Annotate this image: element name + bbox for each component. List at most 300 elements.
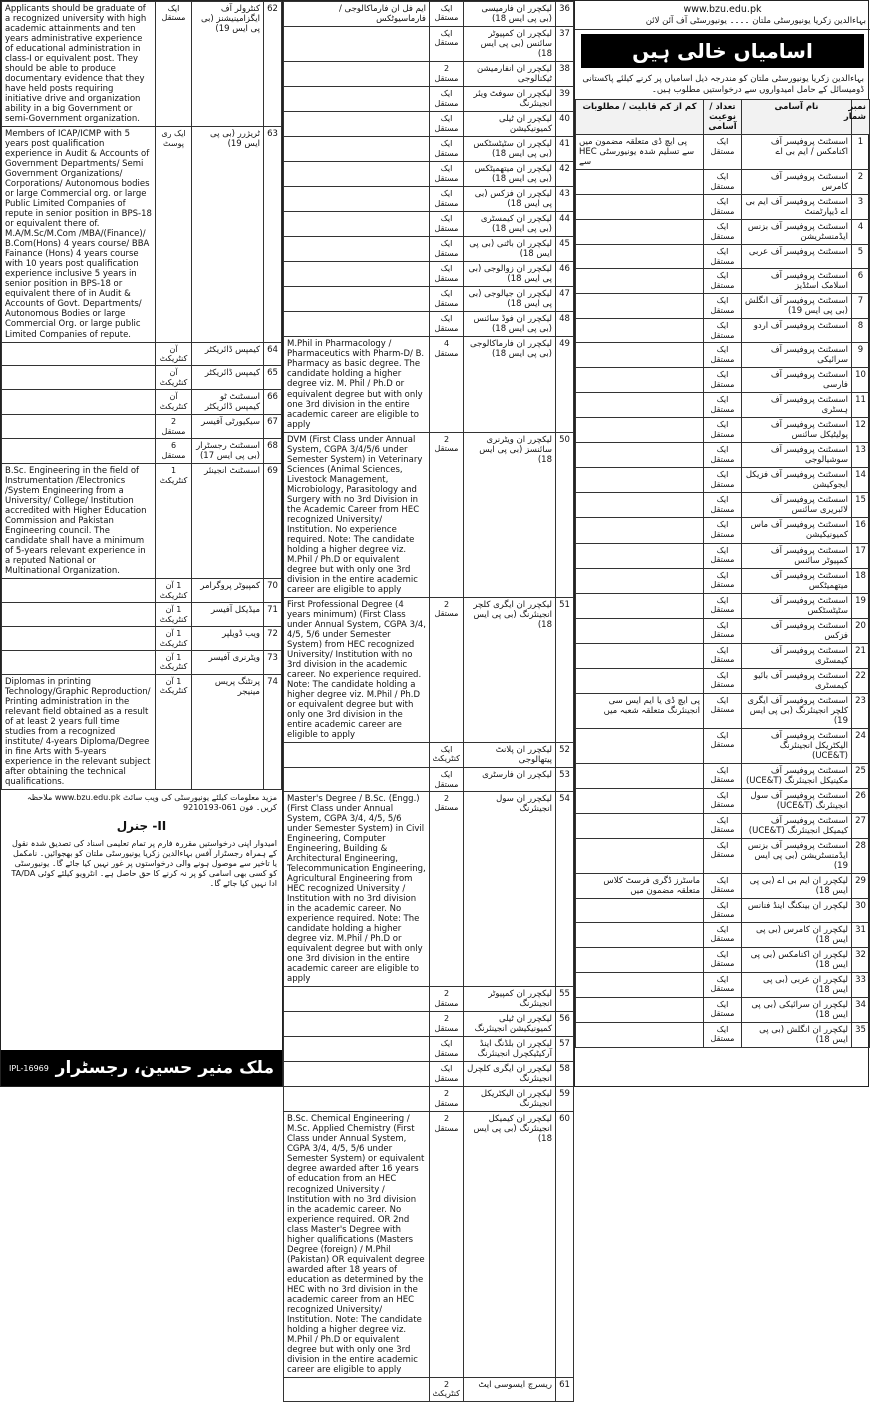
header-post: نام آسامی <box>742 100 852 135</box>
qualification <box>576 568 704 593</box>
row-number: 63 <box>264 127 282 342</box>
contact-note: مزید معلومات کیلئے یونیورسٹی کی ویب سائٹ www.bzu.edu.pk ملاحظہ کریں۔ فون 061-9210193 <box>27 793 277 813</box>
qualification <box>284 87 430 112</box>
qualification <box>284 768 430 792</box>
post-quantity: ایک مستقل <box>430 287 464 312</box>
post-quantity: ایک مستقل <box>704 972 742 997</box>
row-number: 61 <box>556 1377 574 1401</box>
table-row <box>2 627 282 651</box>
post-name: لیکچرر ان ایگری کلچرل انجینئرنگ <box>464 1062 556 1087</box>
post-quantity: ایک مستقل <box>704 788 742 813</box>
table-row <box>576 898 870 922</box>
post-name: کمپیوٹر پروگرامر <box>192 579 264 603</box>
qualification <box>284 1062 430 1087</box>
table-row <box>284 1112 574 1377</box>
table-row <box>2 390 282 415</box>
table-row <box>576 368 870 393</box>
qualification <box>576 343 704 368</box>
table-row <box>284 62 574 87</box>
post-quantity: ایک مستقل <box>704 319 742 343</box>
qualification <box>2 366 156 390</box>
middle-column <box>283 1 575 1399</box>
table-row <box>284 162 574 187</box>
table-row <box>576 220 870 245</box>
post-name: لیکچرر ان ٹیلی کمیونیکیشن انجینئرنگ <box>464 1012 556 1037</box>
row-number: 60 <box>556 1112 574 1377</box>
row-number: 69 <box>264 464 282 579</box>
row-number: 27 <box>852 813 870 838</box>
qualification: پی ایچ ڈی یا ایم ایس سی انجینئرنگ متعلقہ شعبہ میں <box>576 693 704 728</box>
qualification <box>2 342 156 366</box>
registrar-signature: ملک منیر حسین، رجسٹرار <box>55 1058 274 1078</box>
qualification <box>576 418 704 443</box>
table-row <box>284 597 574 742</box>
post-quantity: ایک مستقل <box>704 838 742 873</box>
qualification <box>576 468 704 493</box>
row-number: 38 <box>556 62 574 87</box>
row-number: 16 <box>852 518 870 543</box>
qualification <box>576 668 704 693</box>
row-number: 48 <box>556 312 574 337</box>
table-row <box>2 366 282 390</box>
post-name: اسسٹنٹ پروفیسر آف ایگری کلچر انجینئرنگ (بی پی ایس 19) <box>742 693 852 728</box>
post-name: لیکچرر ان فوڈ سائنس (بی پی ایس 18) <box>464 312 556 337</box>
qualification <box>576 393 704 418</box>
row-number: 19 <box>852 593 870 618</box>
post-quantity: ایک مستقل <box>704 393 742 418</box>
post-name: لیکچرر ان ویٹرنری سائنسز (بی پی ایس 18) <box>464 432 556 597</box>
post-quantity: ایک مستقل <box>704 693 742 728</box>
qualification <box>284 1087 430 1112</box>
row-number: 54 <box>556 791 574 986</box>
qualification <box>576 618 704 643</box>
table-row <box>284 2 574 27</box>
post-quantity: ایک مستقل <box>704 593 742 618</box>
row-number: 4 <box>852 220 870 245</box>
post-quantity: 1 آن کنٹریکٹ <box>156 651 192 675</box>
row-number: 7 <box>852 294 870 319</box>
post-name: لیکچرر ان پلانٹ پیتھالوجی <box>464 743 556 768</box>
post-quantity: ایک مستقل <box>704 1022 742 1047</box>
row-number: 32 <box>852 947 870 972</box>
post-name: اسسٹنٹ پروفیسر آف سٹیٹسٹکس <box>742 593 852 618</box>
post-name: لیکچرر ان سوفٹ ویئر انجینئرنگ <box>464 87 556 112</box>
row-number: 15 <box>852 493 870 518</box>
general-instructions: امیدوار اپنی درخواستیں مقررہ فارم پر تمام تعلیمی اسناد کی تصدیق شدہ نقول کے ہمراہ رجسٹرار آفس بہاءالدین زکریا یونیورسٹی ملتان کو بھجوائیں۔ نامکمل یا تاخیر سے موصول ہونے والی درخواستوں پر غور نہیں کیا جائے گا۔ یونیورسٹی کو کسی بھی اسامی کو پر نہ کرنے کا حق حاصل ہے۔ انٹرویو کیلئے کوئی TA/DA ادا نہیں کیا جائے گا۔ <box>11 839 277 889</box>
table-row <box>576 643 870 668</box>
table-row <box>576 618 870 643</box>
post-name: لیکچرر ان اکنامکس (بی پی ایس 18) <box>742 947 852 972</box>
post-quantity: 2 مستقل <box>430 791 464 986</box>
qualification <box>284 1377 430 1401</box>
post-quantity: ایک مستقل <box>430 162 464 187</box>
row-number: 56 <box>556 1012 574 1037</box>
post-name: لیکچرر ان میتھمیٹکس (بی پی ایس 18) <box>464 162 556 187</box>
post-quantity: ایک مستقل <box>704 763 742 788</box>
post-name: اسسٹنٹ پروفیسر آف میتھمیٹکس <box>742 568 852 593</box>
post-name: اسسٹنٹ پروفیسر آف اکنامکس / ایم بی اے <box>742 135 852 170</box>
table-row <box>576 393 870 418</box>
post-quantity: ایک مستقل <box>430 87 464 112</box>
row-number: 25 <box>852 763 870 788</box>
qualification <box>284 137 430 162</box>
post-quantity: ایک مستقل <box>704 618 742 643</box>
row-number: 50 <box>556 432 574 597</box>
table-header-row <box>576 100 870 135</box>
post-quantity: ایک مستقل <box>156 2 192 127</box>
row-number: 64 <box>264 342 282 366</box>
post-name: اسسٹنٹ پروفیسر آف عربی <box>742 245 852 269</box>
qualification: DVM (First Class under Annual System, CGPA 3/4/5/6 under Semester System) in Veterinary Sciences (Animal Sciences, Livestock Management, Microbiology, Parasitology and Surgery with no 3rd Division in the Academic Career from HEC recognized University/ Institution. No experience required. Note: The candidate holding a higher degree viz. M.Phil / Ph.D or equivalent degree but with only one 3rd division in the entire academic career are eligible to apply <box>284 432 430 597</box>
qualification <box>576 922 704 947</box>
row-number: 74 <box>264 674 282 789</box>
table-row <box>284 743 574 768</box>
post-quantity: 1 آن کنٹریکٹ <box>156 603 192 627</box>
post-name: لیکچرر ان بینکنگ اینڈ فنانس <box>742 898 852 922</box>
post-name: اسسٹنٹ رجسٹرار (بی پی ایس 17) <box>192 439 264 464</box>
row-number: 14 <box>852 468 870 493</box>
row-number: 21 <box>852 643 870 668</box>
post-quantity: 2 مستقل <box>430 1012 464 1037</box>
post-quantity: ایک مستقل <box>704 269 742 294</box>
post-quantity: 2 مستقل <box>156 415 192 439</box>
post-name: لیکچرر ان سرائیکی (بی پی ایس 18) <box>742 997 852 1022</box>
row-number: 59 <box>556 1087 574 1112</box>
post-quantity: 4 مستقل <box>430 337 464 432</box>
row-number: 3 <box>852 195 870 220</box>
table-row <box>284 1037 574 1062</box>
post-quantity: 2 مستقل <box>430 597 464 742</box>
vacancies-banner: اسامیاں خالی ہیں <box>581 34 864 68</box>
ipl-reference: IPL-16969 <box>9 1063 49 1073</box>
website-link[interactable]: www.bzu.edu.pk <box>683 4 762 15</box>
table-row <box>576 518 870 543</box>
row-number: 20 <box>852 618 870 643</box>
post-quantity: ایک مستقل <box>704 294 742 319</box>
registrar-footer <box>1 1050 282 1086</box>
post-quantity: 2 مستقل <box>430 1112 464 1377</box>
qualification <box>576 195 704 220</box>
row-number: 37 <box>556 27 574 62</box>
row-number: 41 <box>556 137 574 162</box>
post-quantity: ایک مستقل <box>704 813 742 838</box>
table-row <box>576 813 870 838</box>
post-quantity: ایک مستقل <box>704 493 742 518</box>
post-quantity: ایک مستقل <box>704 195 742 220</box>
post-quantity: ایک مستقل <box>704 922 742 947</box>
row-number: 71 <box>264 603 282 627</box>
post-name: اسسٹنٹ پروفیسر آف مکینیکل انجینئرنگ (UCE&T) <box>742 763 852 788</box>
row-number: 68 <box>264 439 282 464</box>
post-name: کیمپس ڈائریکٹر <box>192 342 264 366</box>
row-number: 31 <box>852 922 870 947</box>
qualification <box>576 294 704 319</box>
post-quantity: ایک مستقل <box>704 543 742 568</box>
university-line: بہاءالدین زکریا یونیورسٹی ملتان ۔۔۔۔ یونیورسٹی آف آئن لائن <box>645 16 866 26</box>
post-quantity: ایک مستقل <box>704 568 742 593</box>
qualification: Diplomas in printing Technology/Graphic Reproduction/ Printing administration in the relevant field obtained as a result of at least 2 years full time studies from a recognized institute/ 4-years Diploma/Degree in fine Arts with 5-years experience in the relevant subject after obtaining the technical qualifications. <box>2 674 156 789</box>
table-row <box>284 87 574 112</box>
qualification <box>576 838 704 873</box>
qualification: First Professional Degree (4 years minimum) (First Class under Annual System, CGPA 3/4, 4/5, 5/6 under Semester System) from HEC recognized University/ Institution with no 3rd division in the academic career. No experience required. Note: The candidate holding a higher degree viz. M.Phil / Ph.D or equivalent degree but with only one 3rd division in the entire academic career are eligible to apply <box>284 597 430 742</box>
post-name: لیکچرر ان فارمیسی (بی پی ایس 18) <box>464 2 556 27</box>
post-name: لیکچرر ان ایم بی اے (بی پی ایس 18) <box>742 873 852 898</box>
post-quantity: 1 آن کنٹریکٹ <box>156 579 192 603</box>
post-quantity: ایک مستقل <box>430 27 464 62</box>
row-number: 57 <box>556 1037 574 1062</box>
table-row <box>576 443 870 468</box>
row-number: 2 <box>852 170 870 195</box>
post-name: اسسٹنٹ پروفیسر آف کیمیکل انجینئرنگ (UCE&T) <box>742 813 852 838</box>
row-number: 33 <box>852 972 870 997</box>
table-row <box>2 464 282 579</box>
post-name: لیکچرر ان کمپیوٹر سائنس (بی پی ایس 18) <box>464 27 556 62</box>
post-quantity: ایک مستقل <box>430 137 464 162</box>
post-name: اسسٹنٹ ٹو کیمپس ڈائریکٹر <box>192 390 264 415</box>
post-quantity: آن کنٹریکٹ <box>156 342 192 366</box>
post-name: اسسٹنٹ پروفیسر آف بزنس ایڈمنسٹریشن (بی پی ایس 19) <box>742 838 852 873</box>
post-quantity: ایک مستقل <box>704 135 742 170</box>
post-quantity: 2 مستقل <box>430 62 464 87</box>
table-row <box>576 319 870 343</box>
table-row <box>284 137 574 162</box>
post-name: لیکچرر ان ایگری کلچر انجینئرنگ (بی پی ایس 18) <box>464 597 556 742</box>
right-column <box>575 1 870 1086</box>
qualification <box>2 439 156 464</box>
qualification <box>284 1012 430 1037</box>
row-number: 42 <box>556 162 574 187</box>
qualification <box>576 170 704 195</box>
post-name: سیکیورٹی آفیسر <box>192 415 264 439</box>
post-quantity: آن کنٹریکٹ <box>156 366 192 390</box>
table-row <box>576 468 870 493</box>
table-row <box>576 195 870 220</box>
table-row <box>284 432 574 597</box>
post-name: اسسٹنٹ پروفیسر آف فزیکل ایجوکیشن <box>742 468 852 493</box>
post-quantity: ایک مستقل <box>704 245 742 269</box>
row-number: 8 <box>852 319 870 343</box>
post-quantity: ایک مستقل <box>430 768 464 792</box>
qualification <box>576 788 704 813</box>
qualification <box>576 368 704 393</box>
table-row <box>576 568 870 593</box>
post-name: میڈیکل آفیسر <box>192 603 264 627</box>
post-quantity: ایک مستقل <box>704 873 742 898</box>
row-number: 10 <box>852 368 870 393</box>
post-quantity: آن کنٹریکٹ <box>156 390 192 415</box>
qualification <box>2 651 156 675</box>
row-number: 65 <box>264 366 282 390</box>
post-name: اسسٹنٹ پروفیسر آف کمپیوٹر سائنس <box>742 543 852 568</box>
qualification: B.Sc. Chemical Engineering / M.Sc. Applied Chemistry (First Class under Annual System, CGPA 3/4, 4/5, 5/6 under Semester System) or equivalent degree awarded after 16 years of education from an HEC recognized University / Institution with no 3rd division in the academic career. No experience required. OR 2nd class Master's Degree with higher qualifications (Masters Degree (foreign) / M.Phil (Pakistan) OR equivalent degree awarded after 18 years of education as determined by the HEC with no 3rd division in the academic career from an HEC recognized University/ Institution. Note: The candidate holding a higher degree viz. M.Phil / Ph.D or equivalent degree but with only one 3rd division in the entire academic career are eligible to apply <box>284 1112 430 1377</box>
post-quantity: ایک مستقل <box>704 668 742 693</box>
qualification <box>2 579 156 603</box>
qualification <box>576 947 704 972</box>
table-row <box>576 668 870 693</box>
post-name: لیکچرر ان فارسٹری <box>464 768 556 792</box>
table-row <box>284 262 574 287</box>
vacancy-table-right <box>575 99 870 1048</box>
post-quantity: ایک مستقل <box>704 220 742 245</box>
qualification: Applicants should be graduate of a recognized university with high academic attainments and ten years administrative experience of educational administration in class-I or equivalent post. They should be able to produce documentary evidence that they have held posts requiring initiative drive and organization ability in a big Government or semi-Government organization. <box>2 2 156 127</box>
qualification: ماسٹرز ڈگری فرسٹ کلاس متعلقہ مضمون میں <box>576 873 704 898</box>
intro-text: بہاءالدین زکریا یونیورسٹی ملتان کو مندرجہ ذیل اسامیاں پر کرنے کیلئے پاکستانی ڈومیسائل کے حامل امیدواروں سے درخواستیں مطلوب ہیں۔ <box>582 74 864 95</box>
row-number: 11 <box>852 393 870 418</box>
post-quantity: ایک مستقل <box>430 312 464 337</box>
table-row <box>284 237 574 262</box>
qualification <box>284 112 430 137</box>
post-name: اسسٹنٹ پروفیسر آف پولیٹیکل سائنس <box>742 418 852 443</box>
table-row <box>2 342 282 366</box>
qualification <box>284 287 430 312</box>
table-row <box>2 674 282 789</box>
row-number: 70 <box>264 579 282 603</box>
table-row <box>576 493 870 518</box>
post-quantity: ایک مستقل <box>430 187 464 212</box>
table-row <box>284 187 574 212</box>
post-quantity: ایک مستقل <box>704 997 742 1022</box>
row-number: 73 <box>264 651 282 675</box>
post-quantity: 2 مستقل <box>430 1087 464 1112</box>
row-number: 28 <box>852 838 870 873</box>
post-name: اسسٹنٹ پروفیسر آف لائبریری سائنس <box>742 493 852 518</box>
post-name: ٹریژرر (بی پی ایس 19) <box>192 127 264 342</box>
table-row <box>576 693 870 728</box>
row-number: 18 <box>852 568 870 593</box>
qualification: Members of ICAP/ICMP with 5 years post qualification experience in Audit & Accounts of Government Departments/ Semi Government Organizations/ Corporations/ Autonomous bodies or large Commercial org. or large Public Limited Companies of repute in senior position in BPS-18 or equivalent there of. M.A/M.Sc/M.Com /MBA/(Finance)/ B.Com(Hons) 4 years course/ BBA Fainance (Hons) 4 years course with 10 years post qualification experience inclusive 5 years in senior position in BPS-18 or equivalent there of in Audit & Accounts of Govt. Departments/ Autonomous Bodies or large Commercial Org. or large public Limited Companies of repute. <box>2 127 156 342</box>
table-row <box>576 997 870 1022</box>
post-name: لیکچرر ان سول انجینئرنگ <box>464 791 556 986</box>
qualification <box>576 245 704 269</box>
post-quantity: ایک مستقل <box>430 2 464 27</box>
post-quantity: ایک ری پوسٹ <box>156 127 192 342</box>
table-row <box>576 788 870 813</box>
table-row <box>576 972 870 997</box>
post-name: اسسٹنٹ پروفیسر آف بزنس ایڈمنسٹریشن <box>742 220 852 245</box>
qualification: M.Phil in Pharmacology / Pharmaceutics with Pharm-D/ B. Pharmacy as basic degree. The candidate holding a higher degree viz. M. Phil / Ph.D or equivalent degree but with only one 3rd division in the entire academic career are eligible to apply <box>284 337 430 432</box>
table-row <box>284 312 574 337</box>
table-row <box>2 2 282 127</box>
post-quantity: ایک مستقل <box>704 368 742 393</box>
table-row <box>284 287 574 312</box>
post-quantity: ایک مستقل <box>704 643 742 668</box>
qualification <box>284 27 430 62</box>
qualification <box>576 593 704 618</box>
row-number: 29 <box>852 873 870 898</box>
post-name: لیکچرر ان انفارمیشن ٹیکنالوجی <box>464 62 556 87</box>
row-number: 26 <box>852 788 870 813</box>
post-name: اسسٹنٹ پروفیسر آف سول انجینئرنگ (UCE&T) <box>742 788 852 813</box>
post-name: لیکچرر ان جیالوجی (بی پی ایس 18) <box>464 287 556 312</box>
row-number: 9 <box>852 343 870 368</box>
table-row <box>2 439 282 464</box>
post-name: اسسٹنٹ پروفیسر آف کیمسٹری <box>742 643 852 668</box>
row-number: 35 <box>852 1022 870 1047</box>
table-row <box>2 651 282 675</box>
table-row <box>576 922 870 947</box>
post-name: ریسرچ ایسوسی ایٹ <box>464 1377 556 1401</box>
post-name: اسسٹنٹ انجینئر <box>192 464 264 579</box>
qualification <box>576 443 704 468</box>
row-number: 30 <box>852 898 870 922</box>
qualification <box>284 162 430 187</box>
row-number: 46 <box>556 262 574 287</box>
table-row <box>284 1062 574 1087</box>
post-quantity: ایک مستقل <box>430 212 464 237</box>
qualification <box>284 1037 430 1062</box>
post-name: لیکچرر ان کیمیکل انجینئرنگ (بی پی ایس 18) <box>464 1112 556 1377</box>
qualification <box>2 627 156 651</box>
qualification <box>2 415 156 439</box>
post-name: اسسٹنٹ پروفیسر آف ماس کمیونیکیشن <box>742 518 852 543</box>
post-name: اسسٹنٹ پروفیسر آف ایم بی اے ڈیپارٹمنٹ <box>742 195 852 220</box>
post-name: پرنٹنگ پریس مینیجر <box>192 674 264 789</box>
post-quantity: ایک مستقل <box>704 443 742 468</box>
table-row <box>576 763 870 788</box>
post-name: اسسٹنٹ پروفیسر آف بائیو کیمسٹری <box>742 668 852 693</box>
post-name: لیکچرر ان فارماکالوجی (بی پی ایس 18) <box>464 337 556 432</box>
qualification <box>284 237 430 262</box>
post-name: اسسٹنٹ پروفیسر آف اردو <box>742 319 852 343</box>
table-row <box>576 170 870 195</box>
qualification <box>576 493 704 518</box>
post-name: لیکچرر ان بلڈنگ اینڈ آرکیٹیکچرل انجینئرنگ <box>464 1037 556 1062</box>
qualification <box>284 987 430 1012</box>
post-name: اسسٹنٹ پروفیسر آف سوشیالوجی <box>742 443 852 468</box>
table-row <box>2 415 282 439</box>
qualification <box>576 269 704 294</box>
row-number: 39 <box>556 87 574 112</box>
qualification <box>284 212 430 237</box>
row-number: 1 <box>852 135 870 170</box>
post-quantity: ایک مستقل <box>704 468 742 493</box>
post-quantity: ایک مستقل <box>430 112 464 137</box>
post-quantity: 2 مستقل <box>430 432 464 597</box>
row-number: 66 <box>264 390 282 415</box>
post-quantity: ایک مستقل <box>430 237 464 262</box>
table-row <box>576 294 870 319</box>
table-row <box>576 838 870 873</box>
post-quantity: 6 مستقل <box>156 439 192 464</box>
qualification <box>576 728 704 763</box>
header-qual: کم از کم قابلیت / مطلوبات <box>576 100 704 135</box>
row-number: 67 <box>264 415 282 439</box>
qualification <box>576 997 704 1022</box>
post-quantity: 1 آن کنٹریکٹ <box>156 674 192 789</box>
left-column <box>1 1 283 1086</box>
qualification <box>2 603 156 627</box>
post-name: لیکچرر ان کیمسٹری (بی پی ایس 18) <box>464 212 556 237</box>
qualification: پی ایچ ڈی متعلقہ مضمون میں HEC سے تسلیم شدہ یونیورسٹی سے <box>576 135 704 170</box>
table-row <box>284 1377 574 1401</box>
qualification <box>576 319 704 343</box>
table-row <box>576 135 870 170</box>
post-quantity: ایک کنٹریکٹ <box>430 743 464 768</box>
table-row <box>576 343 870 368</box>
table-row <box>284 212 574 237</box>
row-number: 12 <box>852 418 870 443</box>
table-row <box>2 603 282 627</box>
qualification <box>284 262 430 287</box>
row-number: 49 <box>556 337 574 432</box>
row-number: 62 <box>264 2 282 127</box>
table-row <box>2 579 282 603</box>
post-quantity: ایک مستقل <box>430 1062 464 1087</box>
qualification <box>576 643 704 668</box>
table-row <box>284 337 574 432</box>
qualification <box>576 543 704 568</box>
qualification <box>284 62 430 87</box>
